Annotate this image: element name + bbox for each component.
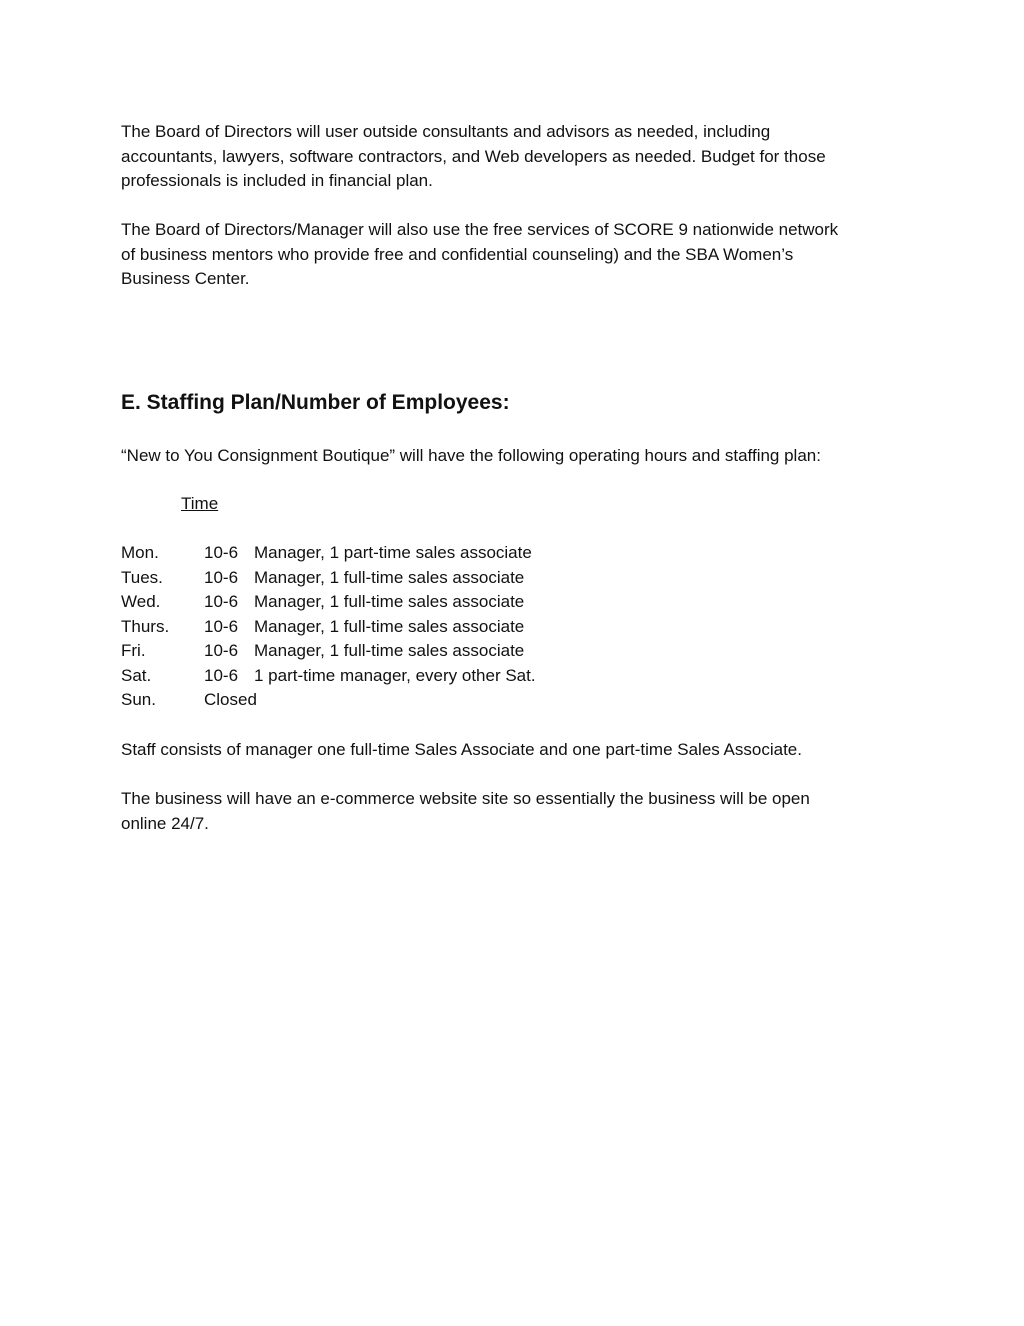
intro-line: “New to You Consignment Boutique” will have the following operating hours and staffing plan: [121, 446, 821, 465]
section-heading: E. Staffing Plan/Number of Employees: [121, 391, 510, 414]
schedule-staff: Manager, 1 full-time sales associate [254, 616, 525, 636]
schedule-staff: Manager, 1 part-time sales associate [254, 543, 532, 562]
schedule-staff: Manager, 1 full-time sales associate [254, 567, 525, 587]
schedule-day: Fri. [121, 641, 146, 660]
consultants-paragraph [121, 120, 911, 194]
schedule-row-fri [121, 639, 821, 664]
schedule-hours: 10-6 [204, 616, 239, 636]
paragraph-line: Business Center. [121, 269, 250, 288]
note-line: Staff consists of manager one full-time Sales Associate and one part-time Sales Associate. [121, 740, 802, 759]
schedule-day: Thurs. [121, 616, 170, 636]
paragraph-line: The Board of Directors/Manager will also use the free services of SCORE 9 nationwide network [121, 220, 839, 239]
paragraph-line: accountants, lawyers, software contractors, and Web developers as needed. Budget for those [121, 146, 826, 166]
schedule-staff: Manager, 1 full-time sales associate [254, 641, 525, 660]
schedule-hours: 10-6 [204, 592, 239, 611]
schedule-hours: 10-6 [204, 543, 239, 562]
schedule-row-thurs [121, 615, 821, 640]
paragraph-line: online 24/7. [121, 813, 209, 833]
schedule-day: Mon. [121, 543, 159, 562]
schedule-hours: 10-6 [204, 641, 239, 660]
ecommerce-paragraph [121, 787, 911, 836]
staffing-schedule [121, 541, 821, 713]
schedule-hours: 10-6 [204, 665, 239, 685]
hours-intro [121, 444, 911, 469]
schedule-day: Tues. [121, 567, 163, 587]
schedule-day: Wed. [121, 592, 161, 611]
schedule-day: Sat. [121, 665, 152, 685]
paragraph-line: of business mentors who provide free and confidential counseling) and the SBA Women’s [121, 244, 794, 264]
schedule-day: Sun. [121, 690, 156, 709]
schedule-staff: 1 part-time manager, every other Sat. [254, 665, 536, 685]
schedule-row-sat [121, 664, 821, 689]
paragraph-line: professionals is included in financial plan. [121, 171, 433, 190]
score-paragraph [121, 218, 911, 292]
schedule-row-mon [121, 541, 821, 566]
schedule-staff: Manager, 1 full-time sales associate [254, 592, 525, 611]
staff-composition-note [121, 738, 911, 763]
time-column-label: Time [181, 494, 219, 513]
paragraph-line: The Board of Directors will user outside consultants and advisors as needed, including [121, 122, 771, 141]
schedule-row-tues [121, 566, 821, 591]
schedule-hours: Closed [204, 690, 257, 709]
schedule-row-wed [121, 590, 821, 615]
schedule-row-sun [121, 688, 821, 713]
schedule-hours: 10-6 [204, 567, 239, 587]
paragraph-line: The business will have an e-commerce website site so essentially the business will be open [121, 789, 810, 808]
